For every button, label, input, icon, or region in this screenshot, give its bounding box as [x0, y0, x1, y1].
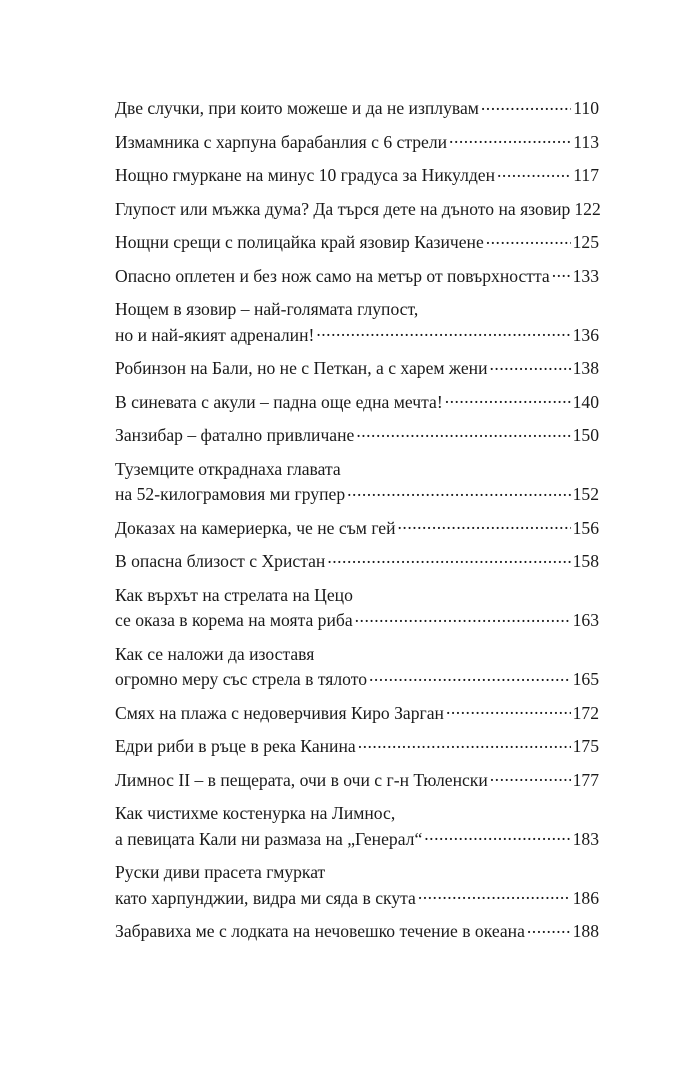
toc-entry-title: Опасно оплетен и без нож само на метър от повърхността	[115, 265, 550, 286]
toc-entry	[115, 549, 599, 575]
toc-entry	[115, 583, 599, 634]
toc-page-number: 188	[572, 921, 599, 941]
toc-entry-line	[115, 197, 599, 223]
toc-entry-line	[115, 323, 599, 349]
dot-leader	[347, 482, 570, 500]
toc-entry-title: Смях на плажа с недоверчивия Киро Зарган	[115, 702, 444, 723]
dot-leader	[486, 230, 571, 248]
dot-leader	[497, 163, 571, 181]
toc-entry	[115, 197, 599, 223]
toc-entry-title: Руски диви прасета гмуркат	[115, 862, 326, 882]
toc-entry-line	[115, 608, 599, 634]
toc-entry-line	[115, 264, 599, 290]
toc-entry-title: Доказах на камериерка, че не съм гей	[115, 517, 396, 538]
toc-page-number: 113	[573, 131, 599, 152]
dot-leader	[490, 356, 571, 374]
table-of-contents	[115, 96, 599, 953]
toc-entry-title: Как се наложи да изоставя	[115, 643, 315, 664]
dot-leader	[327, 549, 570, 567]
dot-leader	[446, 701, 571, 719]
dot-leader	[449, 130, 571, 148]
dot-leader	[316, 323, 570, 341]
toc-entry-line	[115, 549, 599, 575]
toc-entry-line	[115, 919, 599, 945]
toc-entry	[115, 516, 599, 542]
toc-entry-line	[115, 482, 599, 508]
toc-entry	[115, 130, 599, 156]
toc-entry	[115, 768, 599, 794]
dot-leader	[398, 516, 571, 534]
dot-leader	[358, 734, 571, 752]
toc-entry-line	[115, 423, 599, 449]
toc-entry	[115, 701, 599, 727]
toc-entry-title: Нощни срещи с полицайка край язовир Казичене	[115, 232, 484, 252]
dot-leader	[445, 390, 571, 408]
toc-page-number: 125	[572, 232, 599, 252]
toc-page-number: 177	[572, 769, 599, 790]
toc-entry	[115, 423, 599, 449]
toc-entry-title: Забравиха ме с лодката на нечовешко течение в океана	[115, 921, 525, 941]
dot-leader	[490, 768, 571, 786]
toc-entry	[115, 230, 599, 256]
toc-entry	[115, 297, 599, 348]
toc-page-number: 152	[572, 484, 599, 504]
toc-entry-line	[115, 667, 599, 693]
toc-entry	[115, 642, 599, 693]
toc-entry-line	[115, 390, 599, 416]
dot-leader	[369, 667, 571, 685]
dot-leader	[355, 608, 571, 626]
toc-entry-line	[115, 297, 599, 323]
toc-entry	[115, 734, 599, 760]
toc-entry-title: Робинзон на Бали, но не с Петкан, а с харем жени	[115, 358, 488, 378]
dot-leader	[552, 264, 571, 282]
toc-entry	[115, 356, 599, 382]
toc-entry-title: Нощно гмуркане на минус 10 градуса за Никулден	[115, 165, 496, 185]
toc-page-number: 140	[572, 391, 599, 412]
toc-entry-title: но и най-якият адреналин!	[115, 324, 315, 345]
toc-entry-line	[115, 734, 599, 760]
toc-entry-line	[115, 583, 599, 609]
toc-entry-title: огромно меру със стрела в тялото	[115, 669, 367, 689]
toc-page-number: 165	[572, 669, 599, 689]
toc-entry-title: В опасна близост с Христан	[115, 551, 326, 571]
toc-page-number: 136	[572, 324, 599, 345]
toc-page-number: 172	[572, 702, 599, 723]
toc-entry-line	[115, 163, 599, 189]
toc-entry-line	[115, 701, 599, 727]
toc-entry-title: Измамника с харпуна барабанлия с 6 стрели	[115, 131, 448, 152]
toc-entry	[115, 801, 599, 852]
toc-page-number: 156	[572, 517, 599, 538]
toc-entry-line	[115, 457, 599, 483]
dot-leader	[356, 423, 570, 441]
dot-leader	[424, 827, 570, 845]
toc-entry-line	[115, 827, 599, 853]
toc-entry	[115, 96, 599, 122]
toc-page-number: 175	[572, 736, 599, 756]
toc-entry-line	[115, 516, 599, 542]
toc-entry-line	[115, 768, 599, 794]
toc-entry-title: Нощем в язовир – най-голямата глупост,	[115, 299, 419, 319]
toc-entry-line	[115, 96, 599, 122]
toc-page-number: 117	[573, 165, 599, 185]
toc-entry-line	[115, 886, 599, 912]
toc-entry-title: на 52-килограмовия ми групер	[115, 484, 346, 504]
toc-entry-title: Две случки, при които можеше и да не изплувам	[115, 98, 479, 118]
toc-page-number: 183	[572, 828, 599, 849]
toc-entry-title: Едри риби в ръце в река Канина	[115, 736, 356, 756]
toc-entry	[115, 919, 599, 945]
toc-entry	[115, 390, 599, 416]
toc-entry-title: В синевата с акули – падна още една мечта!	[115, 391, 443, 412]
toc-page-number: 122	[574, 198, 601, 219]
toc-entry-title: се оказа в корема на моята риба	[115, 610, 353, 630]
toc-entry-title: Туземците откраднаха главата	[115, 458, 341, 479]
toc-entry-line	[115, 130, 599, 156]
toc-entry-title: като харпунджии, видра ми сяда в скута	[115, 887, 416, 908]
toc-entry-line	[115, 230, 599, 256]
toc-entry	[115, 860, 599, 911]
toc-entry-title: Занзибар – фатално привличане	[115, 425, 355, 445]
toc-page-number: 138	[572, 358, 599, 378]
toc-page-number: 186	[572, 887, 599, 908]
toc-entry-line	[115, 801, 599, 827]
toc-entry	[115, 264, 599, 290]
toc-entry-title: Лимнос II – в пещерата, очи в очи с г-н Тюленски	[115, 769, 488, 790]
toc-entry-line	[115, 642, 599, 668]
toc-entry-line	[115, 860, 599, 886]
toc-page-number: 158	[572, 551, 599, 571]
toc-entry	[115, 457, 599, 508]
toc-entry-title: Как върхът на стрелата на Цецо	[115, 584, 353, 605]
toc-entry-title: а певицата Кали ни размаза на „Генерал“	[115, 828, 423, 849]
toc-page-number: 163	[572, 610, 599, 630]
dot-leader	[527, 919, 571, 937]
dot-leader	[481, 96, 571, 114]
toc-entry-title: Глупост или мъжка дума? Да търся дете на дъното на язовир	[115, 198, 571, 219]
dot-leader	[418, 886, 571, 904]
toc-entry-line	[115, 356, 599, 382]
toc-entry-title: Как чистихме костенурка на Лимнос,	[115, 803, 396, 823]
toc-page-number: 110	[573, 98, 599, 118]
toc-entry	[115, 163, 599, 189]
toc-page-number: 133	[572, 265, 599, 286]
toc-page-number: 150	[572, 425, 599, 445]
